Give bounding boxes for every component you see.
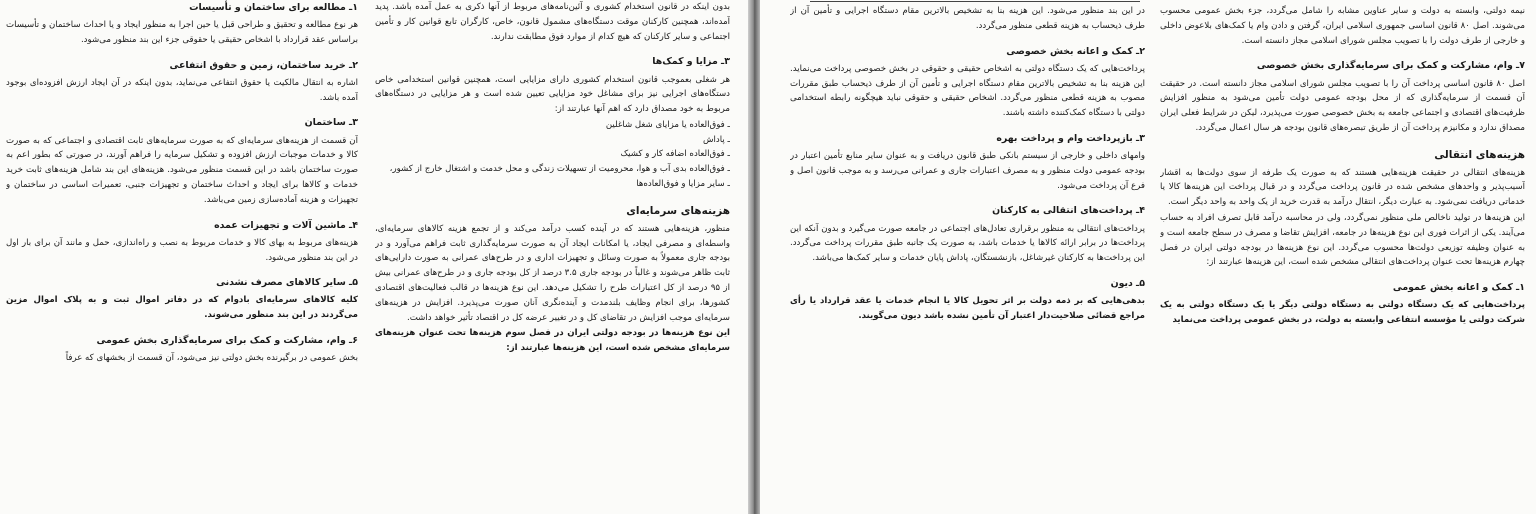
left-page — [0, 0, 748, 514]
continuation-paragraph: در این بند منظور می‌شود. این هزینه بنا به تشخیص بالاترین مقام دستگاه اجرایی و تأمین آن از طرف ذیحساب به هزینه قطعی منظور می‌گردد. — [790, 6, 1145, 31]
list-item: ـ سایر مزایا و فوق‌العاده‌ها — [636, 178, 730, 189]
section-paragraph: هر نوع مطالعه و تحقیق و طراحی قبل یا حین اجرا به منظور ایجاد و یا احداث ساختمان و تأسیسات براساس عقد قرارداد با اشخاص حقیقی یا حقوقی جزء این بند منظور می‌شود. — [6, 20, 358, 45]
section-paragraph: هزینه‌های انتقالی در حقیقت هزینه‌هایی هستند که به صورت یک طرفه از سوی دولت‌ها به اقشار آسیب‌پذیر و واحدهای مشخص شده در قانون پرداخت می‌گردد و در قبال پرداخت این هزینه‌ها کالا یا خدماتی دریافت نمی‌شود. به عبارت دیگر، انتقال درآمد به قدرت خرید از یک واحد به واحد دیگر است. — [1160, 167, 1525, 208]
section-heading: ۱ـ کمک و اعانه بخش عمومی — [1392, 282, 1525, 294]
continuation-paragraph: نیمه دولتی، وابسته به دولت و سایر عناوین مشابه را شامل می‌گردد، جزء بخش عمومی محسوب می‌شوند. اصل ۸۰ قانون اساسی جمهوری اسلامی ایران، گرفتن و دادن وام یا کمک‌های بلاعوض داخلی و خارجی از طرف دولت را با تصویب مجلس شورای اسلامی مجاز دانسته است. — [1160, 6, 1525, 46]
list-item: ـ فوق‌العاده بدی آب و هوا، محرومیت از تسهیلات زندگی و محل خدمت و اشتغال خارج از کشور، — [389, 164, 730, 175]
section-heading: ۵ـ دیون — [1110, 277, 1145, 289]
section-heading: ۲ـ خرید ساختمان، زمین و حقوق انتفاعی — [169, 59, 358, 71]
right-page-column-right — [1160, 0, 1525, 514]
section-heading: ۳ـ بازپرداخت وام و پرداخت بهره — [996, 132, 1145, 144]
right-page — [760, 0, 1536, 514]
chapter-heading: هزینه‌های سرمایه‌ای — [626, 204, 730, 217]
section-paragraph: کلیه کالاهای سرمایه‌ای بادوام که در دفاتر اموال ثبت و به پلاک اموال مزین می‌گردند در این بند منظور می‌شوند. — [6, 295, 358, 321]
list-item: ـ فوق‌العاده یا مزایای شغل شاغلین — [605, 119, 730, 130]
section-paragraph: بدهی‌هایی که بر ذمه دولت بر اثر تحویل کالا یا انجام خدمات یا عقد قرارداد یا رأی مراجع قضائی صلاحیت‌دار اعتبار آن تأمین نشده باشد دیون می‌گویند. — [790, 296, 1145, 321]
section-paragraph: هزینه‌های مربوط به بهای کالا و خدمات مربوط به نصب و راه‌اندازی، حمل و مانند آن برای بار اول در این بند منظور می‌شود. — [6, 237, 358, 263]
left-page-column-right — [375, 0, 730, 514]
section-paragraph: هر شغلی بعموجب قانون استخدام کشوری دارای مزایایی است، همچنین قوانین استخدامی خاص دستگاه‌های اجرایی نیز برای مشاغل خود مزایایی تعیین شده است و هر مزایایی در دستگاه‌های مربوط به خود مصداق دارد که اهم آنها عبارتند از: — [375, 74, 730, 115]
section-heading: ۵ـ سایر کالاهای مصرف نشدنی — [216, 277, 358, 289]
section-heading: ۴ـ پرداخت‌های انتقالی به کارکنان — [992, 205, 1145, 217]
section-paragraph: بخش عمومی در برگیرنده بخش دولتی نیز می‌شود، آن قسمت از بخشهای که عرفاً — [65, 353, 358, 364]
section-paragraph: این نوع هزینه‌ها در بودجه دولتی ایران در فصل سوم هزینه‌ها تحت عنوان هزینه‌های سرمایه‌ای مشخص شده است، این هزینه‌ها عبارتند از: — [375, 328, 730, 354]
benefits-list — [375, 118, 730, 192]
section-paragraph: پرداخت‌های انتقالی به منظور برقراری تعادل‌های اجتماعی در جامعه صورت می‌گیرد و بدون آنکه این پرداخت‌ها در برابر ارائه کالاها یا خدمات باشد، به صورت یک جانبه طبق مقررات پرداخت می‌گردد. این پرداخت‌ها به کارکنان غیرشاغل، بازنشستگان، پاداش پایان خدمات و سایر کمک‌ها می‌باشد. — [790, 223, 1145, 264]
section-paragraph: این هزینه‌ها در تولید ناخالص ملی منظور نمی‌گردد، ولی در محاسبه درآمد قابل تصرف افراد به حساب می‌آیند. یکی از اثرات فوری این نوع هزینه‌ها در جامعه، افزایش تقاضا و مصرف در سطح جامعه است و به عنوان وظیفه توزیعی دولت‌ها محسوب می‌گردد. این نوع هزینه‌ها در بودجه دولتی ایران در فصل چهارم هزینه‌ها تحت عنوان پرداخت‌های انتقالی مشخص شده است، این هزینه‌ها عبارتند از: — [1160, 213, 1525, 268]
section-paragraph: وامهای داخلی و خارجی از سیستم بانکی طبق قانون دریافت و به عنوان سایر منابع تأمین اعتبار در بودجه عمومی دولت منظور و به مصرف اعتبارات جاری و عمرانی می‌رسد و به موجب قانون اصل و فرع آن پرداخت می‌شود. — [790, 151, 1145, 191]
list-item: ـ پاداش — [703, 134, 730, 145]
section-heading: ۲ـ کمک و اعانه بخش خصوصی — [1006, 45, 1145, 57]
section-heading: ۶ـ وام، مشارکت و کمک برای سرمایه‌گذاری بخش عمومی — [96, 335, 358, 347]
section-heading: ۳ـ ساختمان — [304, 117, 358, 129]
section-paragraph: آن قسمت از هزینه‌های سرمایه‌ای که به صورت سرمایه‌های ثابت اقتصادی و اجتماعی که به صورت کالا و خدمات موجبات ارزش افزوده و تشکیل سرمایه را فراهم آورند، در صورتی که بطور اعم به صورت ساختمان باشد در این قسمت منظور می‌شود. هزینه‌های این بند شامل هزینه‌های ثابت خرید خدمات و کالاها برای ایجاد و احداث ساختمان و تجهیزات جنبی، تعمیرات اساسی در ساختمان و تجهیزات و هزینه آماده‌سازی زمین می‌باشد. — [6, 135, 358, 205]
section-heading: ۴ـ ماشین آلات و تجهیزات عمده — [214, 219, 358, 231]
continuation-paragraph: بدون اینکه در قانون استخدام کشوری و آئین‌نامه‌های مربوط از آنها ذکری به عمل آمده باشد. پدید آمده‌اند، همچنین کارکنان موقت دستگاه‌های مشمول قانون، خاص، کارگران تابع قوانین کار و تأمین اجتماعی و سایر کارکنان که هیچ کدام از موارد فوق مطابقت ندارند. — [375, 2, 730, 42]
section-paragraph: اصل ۸۰ قانون اساسی پرداخت آن را با تصویب مجلس شورای اسلامی مجاز دانسته است. در حقیقت آن قسمت از سرمایه‌گذاری که از محل بودجه عمومی دولت تأمین می‌شود به منظور افزایش ظرفیت‌های اقتصادی و اجتماعی جامعه به بخش خصوصی صورت می‌پذیرد، لیکن در شرایط فعلی ایران مصداق ندارد و مکانیزم پرداخت آن از طریق تبصره‌های قانون بودجه هر سال اعمال می‌گردد. — [1160, 78, 1525, 133]
chapter-heading: هزینه‌های انتقالی — [1434, 148, 1525, 161]
section-heading: ۱ـ مطالعه برای ساختمان و تأسیسات — [189, 2, 358, 13]
section-paragraph: پرداخت‌هایی که یک دستگاه دولتی به اشخاص حقیقی و حقوقی در بخش خصوصی پرداخت می‌نماید. این هزینه بنا به تشخیص بالاترین مقام دستگاه اجرایی و تأمین آن از طرف ذیحساب طبق مقررات مصوب به هزینه قطعی منظور می‌گردد. اشخاص حقیقی و حقوقی نباید هیچگونه رابطه استخدامی دولتی با دستگاه کمک‌کننده داشته باشند. — [790, 63, 1145, 119]
section-heading: ۳ـ مزایا و کمک‌ها — [652, 56, 730, 68]
right-page-column-left — [790, 0, 1145, 514]
list-item: ـ فوق‌العاده اضافه کار و کشیک — [620, 149, 730, 160]
section-paragraph: پرداخت‌هایی که یک دستگاه دولتی به دستگاه دولتی دیگر یا یک دستگاه دولتی به یک شرکت دولتی یا مؤسسه انتفاعی وابسته به دولت، در بخش عمومی پرداخت می‌نماید — [1160, 300, 1525, 326]
section-paragraph: اشاره به انتقال مالکیت یا حقوق انتفاعی می‌نماید، بدون اینکه در آن ایجاد ارزش افزوده‌ای بوجود آمده باشد. — [6, 77, 358, 103]
book-gutter — [748, 0, 760, 514]
section-paragraph: منظور، هزینه‌هایی هستند که در آینده کسب درآمد می‌کند و از تجمع هزینه کالاهای سرمایه‌ای، واسطه‌ای و مصرفی ایجاد، یا امکانات ایجاد آن به صورت سرمایه‌گذاری ثابت فراهم می‌آورد و در بودجه جاری معمولاً به صورت وسائل و تجهیزات اداری و در طرح‌های عمرانی به صورت دارایی‌های ثابت ظاهر می‌شوند و غالباً در بودجه جاری ۳.۵ درصد از کل بودجه جاری و در طرح‌های عمرانی بیش از ۹۵ درصد از کل اعتبارات طرح را تشکیل می‌دهد. این نوع هزینه‌ها در قالب فعالیت‌های اقتصادی کشورها، برای انجام وظایف بلندمدت و آینده‌نگری آنان صورت می‌پذیرد. افزایش در هزینه‌های سرمایه‌ای موجب افزایش در تقاضای کل و در تغییر عرضه کل در اقتصاد تأثیر خواهد داشت. — [375, 223, 730, 323]
left-page-column-left — [6, 0, 358, 514]
section-heading: ۷ـ وام، مشارکت و کمک برای سرمایه‌گذاری بخش خصوصی — [1256, 60, 1525, 72]
